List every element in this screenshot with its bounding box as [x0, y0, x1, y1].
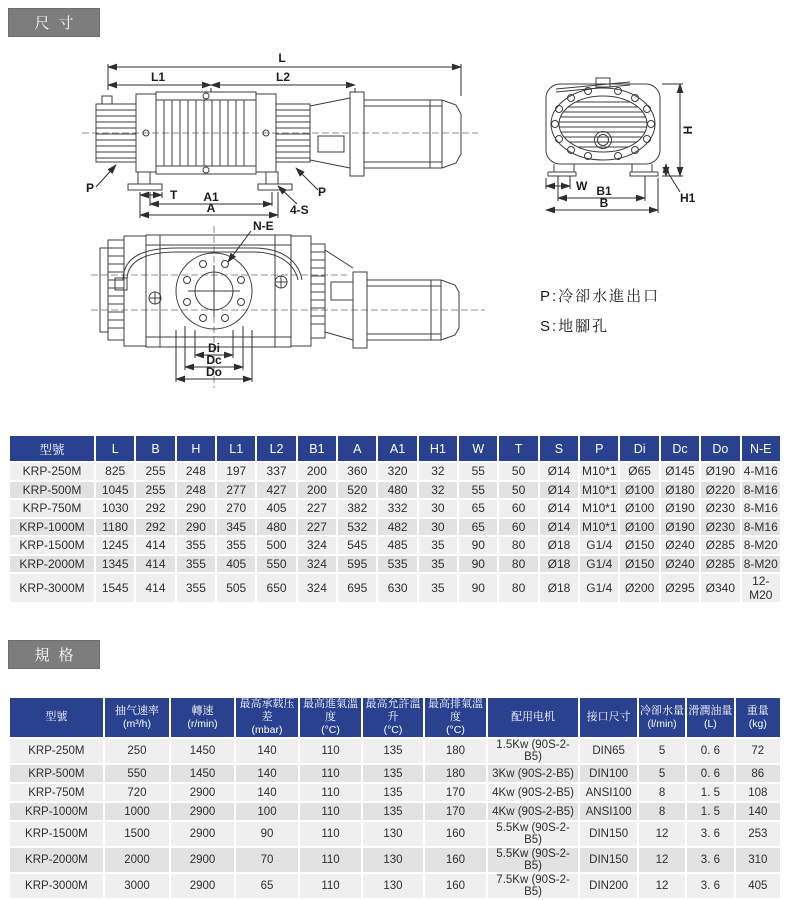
value-cell: 414: [136, 537, 174, 554]
specifications-table: [8, 696, 782, 900]
value-cell: 227: [298, 500, 336, 517]
value-cell: 3000: [105, 874, 170, 898]
value-cell: Ø240: [661, 537, 699, 554]
column-header: Do: [701, 436, 739, 461]
value-cell: Ø180: [661, 482, 699, 499]
value-cell: 197: [217, 463, 255, 480]
column-header: 轉速 (r/min): [171, 698, 234, 737]
value-cell: ANSI100: [580, 803, 636, 820]
value-cell: Ø190: [661, 500, 699, 517]
value-cell: 35: [419, 574, 457, 602]
value-cell: 35: [419, 537, 457, 554]
value-cell: DIN200: [580, 874, 636, 898]
value-cell: Ø100: [620, 500, 658, 517]
value-cell: G1/4: [580, 537, 618, 554]
model-cell: KRP-2000M: [10, 848, 103, 872]
table-row: [10, 822, 780, 846]
table-row: [10, 537, 780, 554]
value-cell: 70: [236, 848, 299, 872]
value-cell: 355: [217, 537, 255, 554]
value-cell: 290: [177, 519, 215, 536]
value-cell: 5: [639, 765, 685, 782]
value-cell: 170: [425, 803, 485, 820]
dim-label-L1: L1: [150, 70, 166, 84]
value-cell: DIN100: [580, 765, 636, 782]
value-cell: 3. 6: [687, 874, 733, 898]
value-cell: Ø190: [661, 519, 699, 536]
value-cell: 550: [105, 765, 170, 782]
value-cell: 90: [459, 556, 497, 573]
value-cell: 90: [459, 574, 497, 602]
value-cell: 30: [419, 500, 457, 517]
value-cell: 405: [217, 556, 255, 573]
value-cell: 110: [300, 739, 360, 763]
value-cell: 320: [378, 463, 416, 480]
value-cell: 227: [298, 519, 336, 536]
column-header: B: [136, 436, 174, 461]
dimensions-table-header-row: [10, 436, 780, 461]
value-cell: 324: [298, 537, 336, 554]
value-cell: 255: [136, 463, 174, 480]
value-cell: 140: [236, 784, 299, 801]
value-cell: 482: [378, 519, 416, 536]
value-cell: 1.5Kw (90S-2-B5): [488, 739, 579, 763]
value-cell: 825: [96, 463, 134, 480]
value-cell: 255: [136, 482, 174, 499]
table-row: [10, 500, 780, 517]
value-cell: 8-M16: [742, 519, 781, 536]
value-cell: 2900: [171, 822, 234, 846]
value-cell: 427: [257, 482, 295, 499]
table-row: [10, 874, 780, 898]
value-cell: Ø65: [620, 463, 658, 480]
model-cell: KRP-3000M: [10, 874, 103, 898]
value-cell: G1/4: [580, 556, 618, 573]
column-header: 最高進氣溫度 (°C): [300, 698, 360, 737]
column-header: Di: [620, 436, 658, 461]
value-cell: Ø340: [701, 574, 739, 602]
value-cell: Ø100: [620, 519, 658, 536]
value-cell: 90: [459, 537, 497, 554]
value-cell: 60: [499, 500, 537, 517]
column-header: A: [338, 436, 376, 461]
column-header: Dc: [661, 436, 699, 461]
value-cell: 485: [378, 537, 416, 554]
value-cell: 65: [459, 500, 497, 517]
value-cell: Ø230: [701, 500, 739, 517]
dim-label-A: A: [206, 201, 216, 215]
value-cell: 32: [419, 463, 457, 480]
value-cell: 650: [257, 574, 295, 602]
value-cell: Ø200: [620, 574, 658, 602]
value-cell: G1/4: [580, 574, 618, 602]
value-cell: 310: [736, 848, 780, 872]
value-cell: 324: [298, 556, 336, 573]
value-cell: 332: [378, 500, 416, 517]
value-cell: 1180: [96, 519, 134, 536]
value-cell: 8-M20: [742, 537, 781, 554]
value-cell: M10*1: [581, 464, 617, 479]
value-cell: 1. 5: [687, 803, 733, 820]
value-cell: 545: [338, 537, 376, 554]
dim-label-A1: A1: [203, 190, 219, 204]
value-cell: 355: [177, 556, 215, 573]
value-cell: Ø240: [661, 556, 699, 573]
value-cell: 0. 6: [687, 739, 733, 763]
table-row: [10, 519, 780, 536]
value-cell: 160: [425, 822, 485, 846]
value-cell: 248: [177, 482, 215, 499]
value-cell: Ø285: [701, 556, 739, 573]
value-cell: 480: [257, 519, 295, 536]
value-cell: 8: [639, 784, 685, 801]
value-cell: Ø295: [661, 574, 699, 602]
value-cell: 50: [499, 482, 537, 499]
value-cell: 140: [736, 803, 780, 820]
value-cell: 30: [419, 519, 457, 536]
value-cell: 170: [425, 784, 485, 801]
value-cell: 12: [639, 848, 685, 872]
value-cell: 86: [736, 765, 780, 782]
value-cell: 345: [217, 519, 255, 536]
value-cell: 3. 6: [687, 822, 733, 846]
value-cell: 60: [499, 519, 537, 536]
value-cell: 135: [363, 739, 423, 763]
value-cell: 200: [298, 482, 336, 499]
dim-label-P-right: P: [318, 185, 327, 199]
column-header: N-E: [742, 436, 781, 461]
value-cell: Ø18: [540, 574, 578, 602]
model-cell: KRP-3000M: [10, 574, 94, 602]
column-header: 型號: [10, 436, 94, 461]
value-cell: 1. 5: [687, 784, 733, 801]
value-cell: 8-M16: [742, 482, 781, 499]
value-cell: 160: [425, 848, 485, 872]
value-cell: 4-M16: [742, 463, 781, 480]
value-cell: 80: [499, 537, 537, 554]
column-header: 型號: [10, 698, 103, 737]
value-cell: 140: [236, 765, 299, 782]
value-cell: Ø18: [540, 537, 578, 554]
section-title-dimensions: 尺寸: [8, 8, 100, 37]
value-cell: 65: [459, 519, 497, 536]
value-cell: 1000: [105, 803, 170, 820]
value-cell: 500: [257, 537, 295, 554]
value-cell: DIN150: [580, 848, 636, 872]
value-cell: 250: [105, 739, 170, 763]
dim-label-H: H: [681, 125, 695, 135]
value-cell: 130: [363, 822, 423, 846]
value-cell: 110: [300, 822, 360, 846]
value-cell: Ø150: [620, 556, 658, 573]
value-cell: 160: [425, 874, 485, 898]
table-row: [10, 765, 780, 782]
model-cell: KRP-750M: [10, 784, 103, 801]
pump-top-view-drawing: [85, 218, 517, 403]
column-header: L: [96, 436, 134, 461]
model-cell: KRP-2000M: [10, 556, 94, 573]
model-cell: KRP-250M: [10, 739, 103, 763]
value-cell: 180: [425, 739, 485, 763]
legend-p-note: P:冷卻水進出口: [540, 288, 661, 305]
model-cell: KRP-500M: [10, 482, 94, 499]
value-cell: 5.5Kw (90S-2-B5): [488, 848, 579, 872]
table-row: [10, 739, 780, 763]
value-cell: DIN65: [580, 739, 636, 763]
value-cell: 180: [425, 765, 485, 782]
value-cell: 520: [338, 482, 376, 499]
model-cell: KRP-750M: [10, 500, 94, 517]
value-cell: 135: [363, 765, 423, 782]
model-cell: KRP-1500M: [10, 537, 94, 554]
value-cell: 355: [177, 574, 215, 602]
value-cell: 290: [177, 500, 215, 517]
value-cell: 12: [639, 822, 685, 846]
value-cell: 277: [217, 482, 255, 499]
value-cell: Ø150: [620, 537, 658, 554]
table-row: [10, 574, 780, 602]
value-cell: 12: [639, 874, 685, 898]
value-cell: 337: [257, 463, 295, 480]
value-cell: 4Kw (90S-2-B5): [488, 803, 579, 820]
value-cell: Ø14: [540, 463, 578, 480]
value-cell: 0. 6: [687, 765, 733, 782]
value-cell: 135: [363, 784, 423, 801]
value-cell: 32: [419, 482, 457, 499]
dim-label-Dc: Dc: [206, 353, 222, 367]
column-header: 最高承载压差 (mbar): [236, 698, 299, 737]
value-cell: 695: [338, 574, 376, 602]
table-row: [10, 848, 780, 872]
value-cell: 324: [298, 574, 336, 602]
dim-label-NE: N-E: [253, 219, 274, 233]
value-cell: 65: [236, 874, 299, 898]
value-cell: 130: [363, 848, 423, 872]
model-cell: KRP-250M: [10, 463, 94, 480]
value-cell: Ø220: [701, 482, 739, 499]
value-cell: 1345: [96, 556, 134, 573]
value-cell: 130: [363, 874, 423, 898]
column-header: 重量 (kg): [736, 698, 780, 737]
value-cell: ANSI100: [580, 784, 636, 801]
value-cell: 100: [236, 803, 299, 820]
value-cell: 270: [217, 500, 255, 517]
value-cell: 135: [363, 803, 423, 820]
column-header: 最高排氣溫度 (°C): [425, 698, 485, 737]
value-cell: 532: [338, 519, 376, 536]
column-header: 配用电机: [488, 698, 579, 737]
drawing-legend: [540, 282, 660, 342]
value-cell: Ø14: [540, 519, 578, 536]
table-row: [10, 463, 780, 480]
value-cell: M10*1: [581, 482, 617, 497]
specifications-table-header-row: [10, 698, 780, 737]
value-cell: 505: [217, 574, 255, 602]
column-header: 最高允許溫升 (°C): [363, 698, 423, 737]
column-header: P: [580, 436, 618, 461]
value-cell: 382: [338, 500, 376, 517]
value-cell: 140: [236, 739, 299, 763]
value-cell: 355: [177, 537, 215, 554]
value-cell: 55: [459, 482, 497, 499]
value-cell: 292: [136, 519, 174, 536]
value-cell: 200: [298, 463, 336, 480]
value-cell: 110: [300, 874, 360, 898]
dim-label-H1: H1: [680, 191, 696, 205]
dim-label-W: W: [576, 179, 588, 193]
value-cell: Ø14: [540, 500, 578, 517]
value-cell: M10*1: [581, 519, 617, 534]
table-row: [10, 803, 780, 820]
value-cell: 7.5Kw (90S-2-B5): [488, 874, 579, 898]
value-cell: 8-M16: [742, 500, 781, 517]
dim-label-4S: 4-S: [290, 203, 309, 217]
dim-label-B: B: [599, 196, 609, 210]
value-cell: 360: [338, 463, 376, 480]
column-header: T: [499, 436, 537, 461]
value-cell: 1545: [96, 574, 134, 602]
table-row: [10, 556, 780, 573]
model-cell: KRP-1500M: [10, 822, 103, 846]
value-cell: 8-M20: [742, 556, 781, 573]
value-cell: 4Kw (90S-2-B5): [488, 784, 579, 801]
value-cell: Ø18: [540, 556, 578, 573]
value-cell: 110: [300, 848, 360, 872]
value-cell: 35: [419, 556, 457, 573]
value-cell: 414: [136, 556, 174, 573]
legend-s-note: S:地腳孔: [540, 318, 610, 335]
column-header: 冷卻水量 (l/min): [639, 698, 685, 737]
value-cell: 1245: [96, 537, 134, 554]
value-cell: 595: [338, 556, 376, 573]
column-header: A1: [378, 436, 416, 461]
value-cell: 1500: [105, 822, 170, 846]
value-cell: Ø145: [661, 463, 699, 480]
value-cell: 2900: [171, 848, 234, 872]
value-cell: 2900: [171, 784, 234, 801]
value-cell: 80: [499, 574, 537, 602]
column-header: 滑潤油量 (L): [687, 698, 733, 737]
value-cell: Ø100: [620, 482, 658, 499]
column-header: W: [459, 436, 497, 461]
value-cell: Ø14: [540, 482, 578, 499]
table-row: [10, 784, 780, 801]
value-cell: 1030: [96, 500, 134, 517]
value-cell: 3. 6: [687, 848, 733, 872]
value-cell: 55: [459, 463, 497, 480]
table-row: [10, 482, 780, 499]
dim-label-B1: B1: [596, 184, 612, 198]
value-cell: 1450: [171, 739, 234, 763]
value-cell: 414: [136, 574, 174, 602]
value-cell: 630: [378, 574, 416, 602]
value-cell: Ø285: [701, 537, 739, 554]
value-cell: 292: [136, 500, 174, 517]
value-cell: 720: [105, 784, 170, 801]
column-header: 接口尺寸: [580, 698, 636, 737]
model-cell: KRP-1000M: [10, 519, 94, 536]
value-cell: 110: [300, 765, 360, 782]
dim-label-L: L: [278, 51, 286, 65]
value-cell: 2000: [105, 848, 170, 872]
dim-label-T: T: [170, 188, 178, 202]
column-header: H: [177, 436, 215, 461]
value-cell: 90: [236, 822, 299, 846]
value-cell: DIN150: [580, 822, 636, 846]
value-cell: 5.5Kw (90S-2-B5): [488, 822, 579, 846]
value-cell: 12-M20: [742, 574, 781, 602]
model-cell: KRP-1000M: [10, 803, 103, 820]
value-cell: Ø190: [701, 463, 739, 480]
pump-side-view-drawing: [78, 44, 510, 224]
value-cell: 405: [736, 874, 780, 898]
value-cell: 8: [639, 803, 685, 820]
value-cell: 110: [300, 803, 360, 820]
value-cell: 480: [378, 482, 416, 499]
value-cell: 3Kw (90S-2-B5): [488, 765, 579, 782]
value-cell: 2900: [171, 874, 234, 898]
value-cell: 50: [499, 463, 537, 480]
value-cell: 248: [177, 463, 215, 480]
dim-label-L2: L2: [275, 70, 291, 84]
value-cell: 1045: [96, 482, 134, 499]
column-header: B1: [298, 436, 336, 461]
value-cell: 72: [736, 739, 780, 763]
value-cell: M10*1: [581, 501, 617, 516]
value-cell: 535: [378, 556, 416, 573]
model-cell: KRP-500M: [10, 765, 103, 782]
section-title-specs: 規格: [8, 640, 100, 669]
value-cell: 1450: [171, 765, 234, 782]
dim-label-P-left: P: [86, 181, 95, 195]
dim-label-Di: Di: [208, 341, 220, 355]
pump-end-view-drawing: [518, 68, 786, 218]
dimensions-table: [8, 434, 782, 604]
value-cell: 80: [499, 556, 537, 573]
value-cell: Ø230: [701, 519, 739, 536]
column-header: H1: [419, 436, 457, 461]
column-header: L2: [257, 436, 295, 461]
value-cell: 108: [736, 784, 780, 801]
dim-label-Do: Do: [206, 365, 222, 379]
value-cell: 110: [300, 784, 360, 801]
value-cell: 2900: [171, 803, 234, 820]
value-cell: 550: [257, 556, 295, 573]
value-cell: 405: [257, 500, 295, 517]
value-cell: 253: [736, 822, 780, 846]
column-header: S: [540, 436, 578, 461]
column-header: L1: [217, 436, 255, 461]
column-header: 抽气速率 (m³/h): [105, 698, 170, 737]
value-cell: 5: [639, 739, 685, 763]
